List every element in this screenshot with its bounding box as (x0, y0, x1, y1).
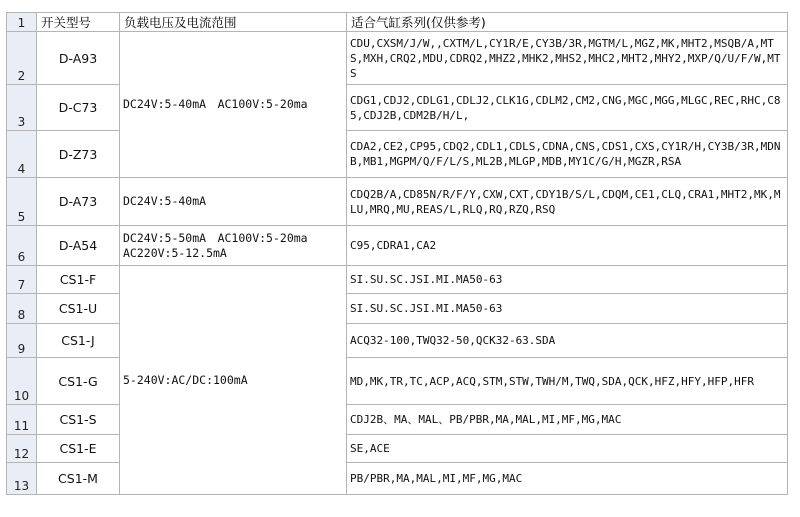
table-row (7, 266, 788, 294)
row-number[interactable]: 2 (7, 32, 37, 85)
model-cell[interactable]: CS1-M (37, 463, 120, 495)
range-cell[interactable]: DC24V:5-40mA AC100V:5-20ma (120, 32, 347, 178)
model-cell[interactable]: D-C73 (37, 85, 120, 131)
sheet-top-edge (0, 0, 800, 12)
table-row (7, 178, 788, 226)
series-cell[interactable]: CDU,CXSM/J/W,,CXTM/L,CY1R/E,CY3B/3R,MGTM/L,MGZ,MK,MHT2,MSQB/A,MTS,MXH,CRQ2,MDU,CDRQ2,MHZ2,MHK2,MHS2,MHC2,MHT2,MHY2,MXP/Q/U/F/W,MTS (347, 32, 788, 85)
table-row (7, 226, 788, 266)
series-cell[interactable]: ACQ32-100,TWQ32-50,QCK32-63.SDA (347, 324, 788, 358)
series-cell[interactable]: CDJ2B、MA、MAL、PB/PBR,MA,MAL,MI,MF,MG,MAC (347, 405, 788, 435)
header-model[interactable]: 开关型号 (37, 13, 120, 32)
model-cell[interactable]: D-A54 (37, 226, 120, 266)
row-number[interactable]: 10 (7, 358, 37, 405)
row-number[interactable]: 5 (7, 178, 37, 226)
series-cell[interactable]: C95,CDRA1,CA2 (347, 226, 788, 266)
range-line: DC24V:5-50mA AC100V:5-20ma (123, 230, 308, 245)
row-number[interactable]: 11 (7, 405, 37, 435)
row-number[interactable]: 12 (7, 435, 37, 463)
row-number[interactable]: 6 (7, 226, 37, 266)
model-cell[interactable]: CS1-F (37, 266, 120, 294)
model-cell[interactable]: CS1-U (37, 294, 120, 324)
model-cell[interactable]: D-A93 (37, 32, 120, 85)
range-cell[interactable]: 5-240V:AC/DC:100mA (120, 266, 347, 495)
row-number[interactable]: 7 (7, 266, 37, 294)
row-number[interactable]: 13 (7, 463, 37, 495)
model-cell[interactable]: D-Z73 (37, 131, 120, 178)
series-cell[interactable]: CDG1,CDJ2,CDLG1,CDLJ2,CLK1G,CDLM2,CM2,CNG,MGC,MGG,MLGC,REC,RHC,C85,CDJ2B,CDM2B/H/L, (347, 85, 788, 131)
model-cell[interactable]: CS1-S (37, 405, 120, 435)
table-row (7, 32, 788, 85)
model-cell[interactable]: D-A73 (37, 178, 120, 226)
series-cell[interactable]: CDA2,CE2,CP95,CDQ2,CDL1,CDLS,CDNA,CNS,CDS1,CXS,CY1R/H,CY3B/3R,MDNB,MB1,MGPM/Q/F/L/S,ML2B,MLGP,MDB,MY1C/G/H,MGZR,RSA (347, 131, 788, 178)
header-series[interactable]: 适合气缸系列(仅供参考) (347, 13, 788, 32)
series-cell[interactable]: CDQ2B/A,CD85N/R/F/Y,CXW,CXT,CDY1B/S/L,CDQM,CE1,CLQ,CRA1,MHT2,MK,MLU,MRQ,MU,REAS/L,RLQ,RQ,RZQ,RSQ (347, 178, 788, 226)
row-number[interactable]: 4 (7, 131, 37, 178)
header-row (7, 13, 788, 32)
series-cell[interactable]: SE,ACE (347, 435, 788, 463)
range-cell[interactable]: DC24V:5-40mA (120, 178, 347, 226)
range-line: AC220V:5-12.5mA (123, 245, 227, 260)
spreadsheet-table (6, 12, 788, 495)
row-number[interactable]: 8 (7, 294, 37, 324)
series-cell[interactable]: SI.SU.SC.JSI.MI.MA50-63 (347, 294, 788, 324)
row-number[interactable]: 3 (7, 85, 37, 131)
row-number[interactable]: 9 (7, 324, 37, 358)
series-cell[interactable]: SI.SU.SC.JSI.MI.MA50-63 (347, 266, 788, 294)
series-cell[interactable]: PB/PBR,MA,MAL,MI,MF,MG,MAC (347, 463, 788, 495)
model-cell[interactable]: CS1-G (37, 358, 120, 405)
model-cell[interactable]: CS1-E (37, 435, 120, 463)
range-cell[interactable] (120, 226, 347, 266)
row-number[interactable]: 1 (7, 13, 37, 32)
header-range[interactable]: 负载电压及电流范围 (120, 13, 347, 32)
model-cell[interactable]: CS1-J (37, 324, 120, 358)
series-cell[interactable]: MD,MK,TR,TC,ACP,ACQ,STM,STW,TWH/M,TWQ,SDA,QCK,HFZ,HFY,HFP,HFR (347, 358, 788, 405)
